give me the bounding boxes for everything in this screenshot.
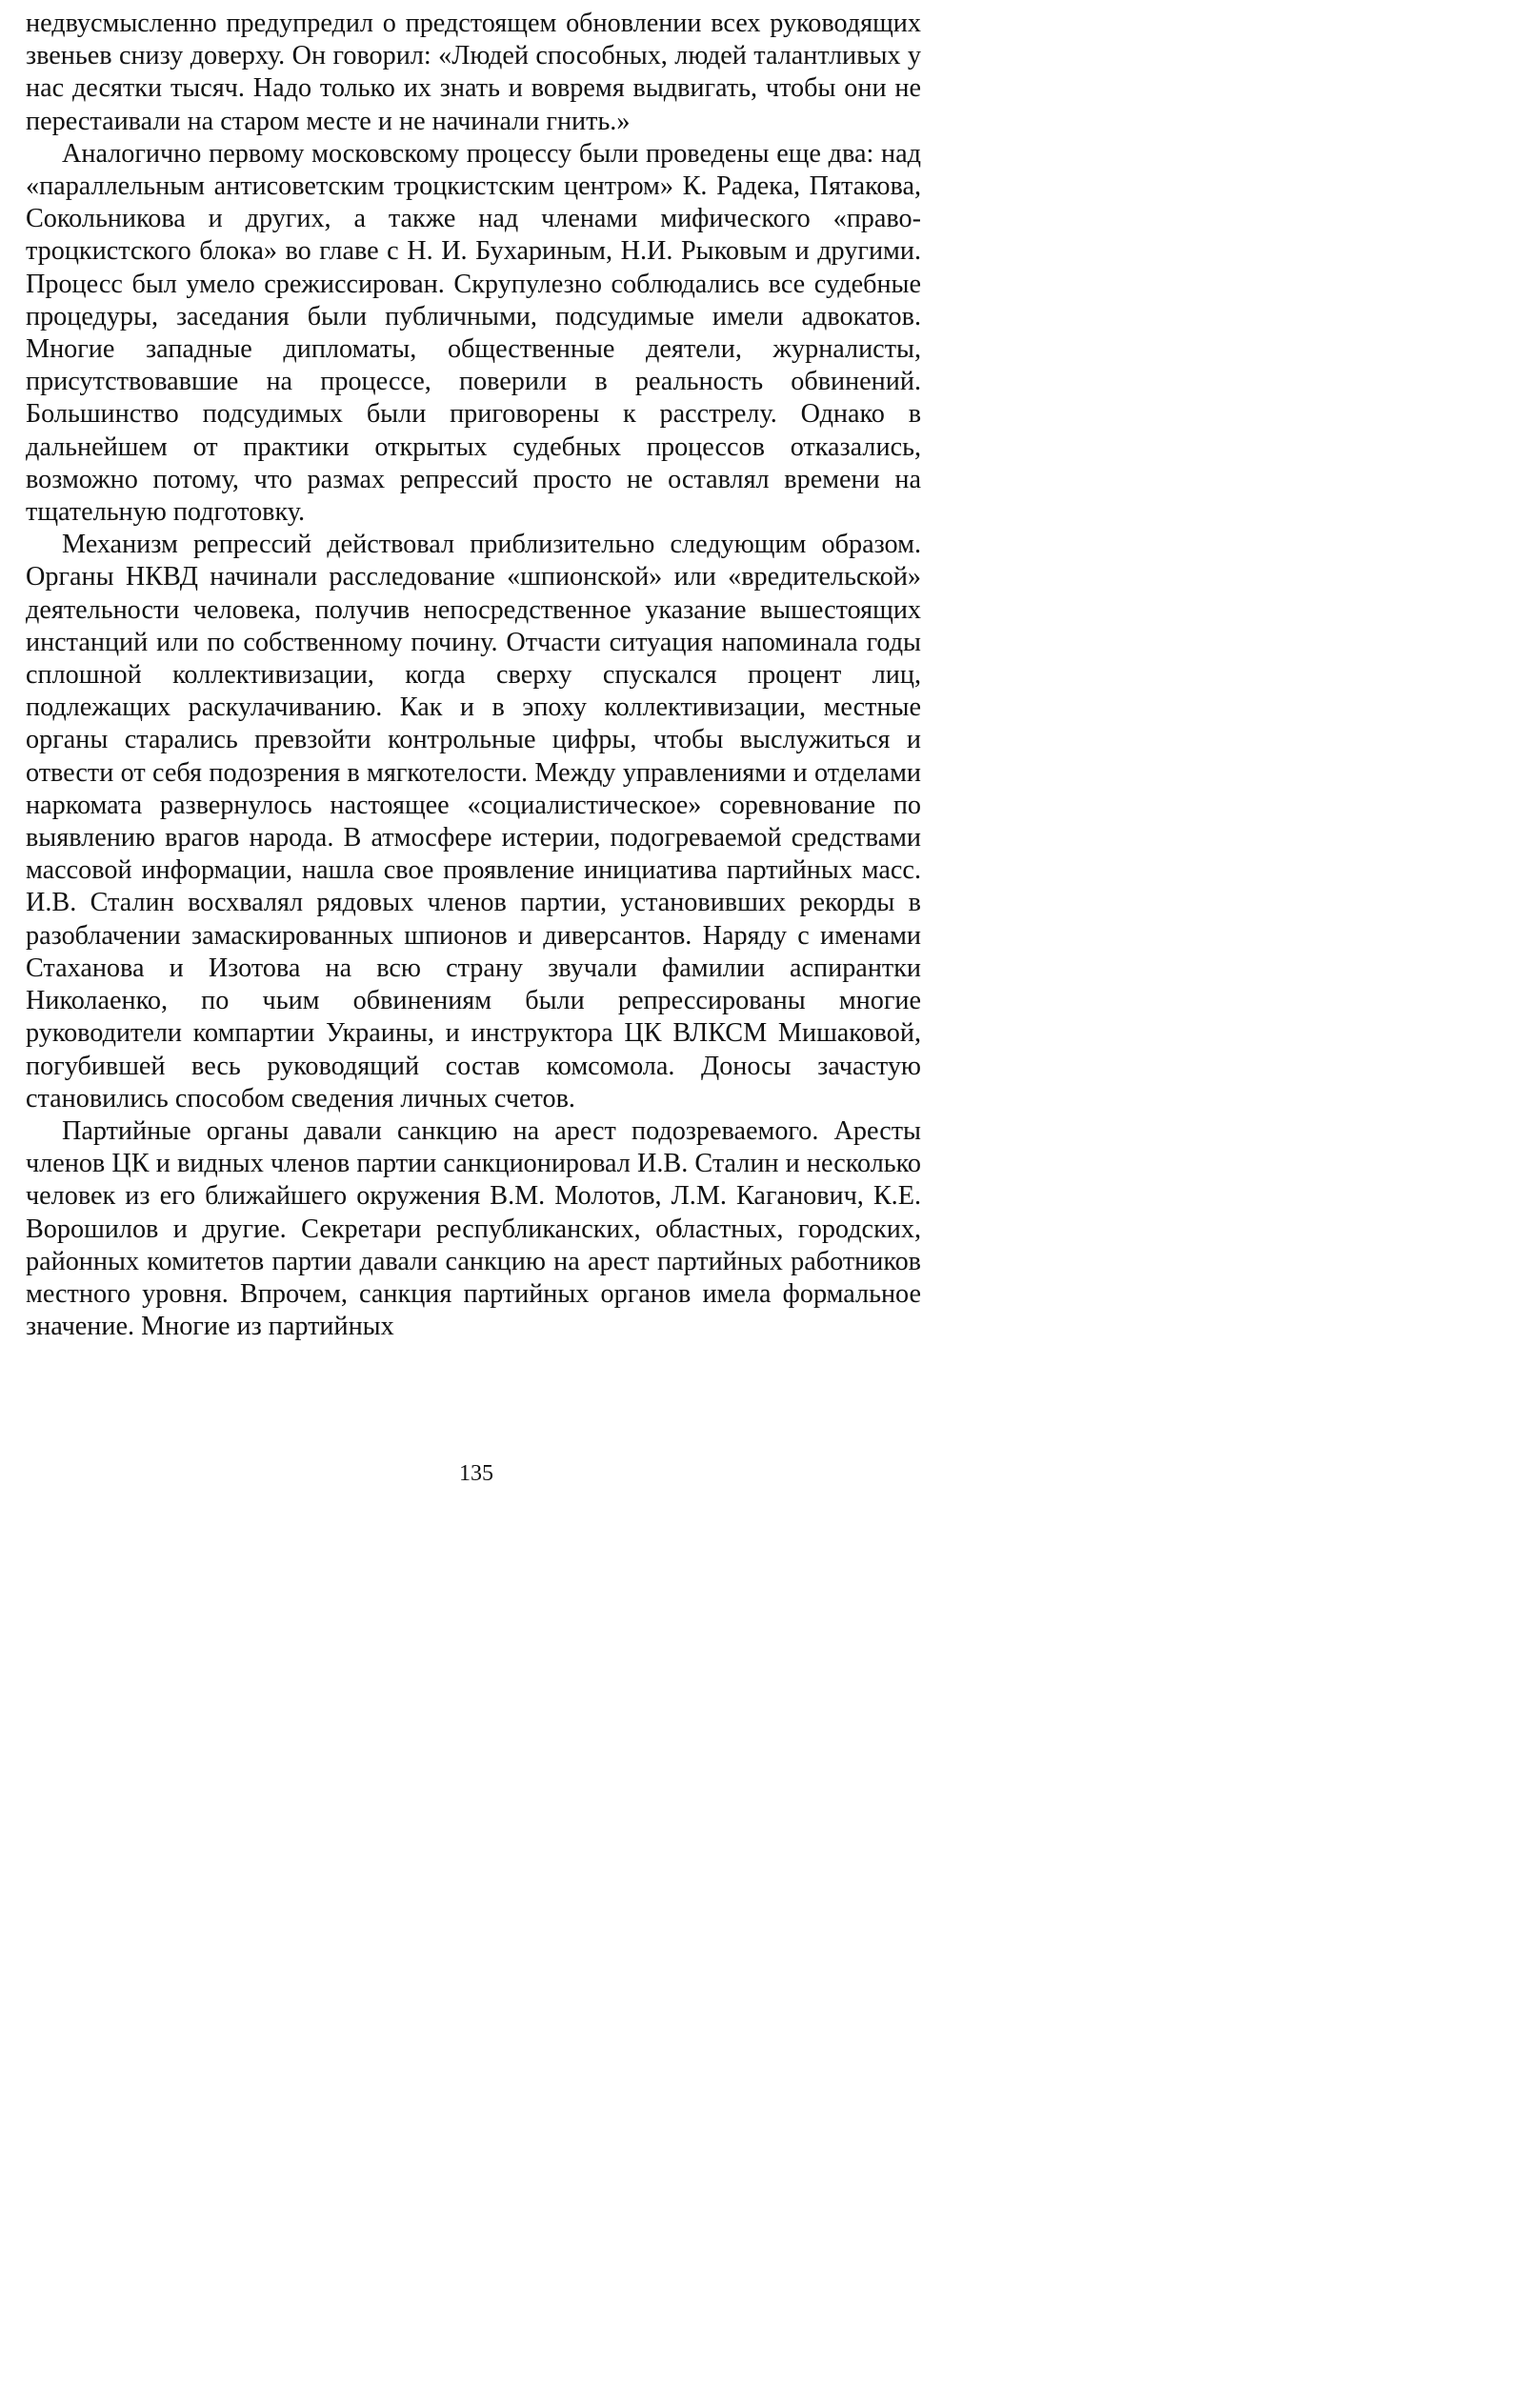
paragraph-repression-mechanism: Механизм репрессий действовал приблизительно следующим образом. Органы НКВД начинали расследование «шпионской» или «вредительской» деятельности человека, получив непосредственное указание вышестоящих инстанций или по собственному почину. Отчасти ситуация напоминала годы сплошной коллективизации, когда сверху спускался процент лиц, подлежащих раскулачиванию. Как и в эпоху коллективизации, местные органы старались превзойти контрольные цифры, чтобы выслужиться и отвести от себя подозрения в мягкотелости. Между управлениями и отделами наркомата развернулось настоящее «социалистическое» соревнование по выявлению врагов народа. В атмосфере истерии, подогреваемой средствами массовой информации, нашла свое проявление инициатива партийных масс. И.В. Сталин восхвалял рядовых членов партии, установивших рекорды в разоблачении замаскированных шпионов и диверсантов. Наряду с именами Стаханова и Изотова на всю страну звучали фамилии аспирантки Николаенко, по чьим обвинениям были репрессированы многие руководители компартии Украины, и инструктора ЦК ВЛКСМ Мишаковой, погубившей весь руководящий состав комсомола. Доносы зачастую становились способом сведения личных счетов. [26,530,921,1114]
paragraph-party-sanction: Партийные органы давали санкцию на арест подозреваемого. Аресты членов ЦК и видных членов партии санкционировал И.В. Сталин и несколько человек из его ближайшего окружения В.М. Молотов, Л.М. Каганович, К.Е. Ворошилов и другие. Секретари республиканских, областных, городских, районных комитетов партии давали санкцию на арест партийных работников местного уровня. Впрочем, санкция партийных органов имела формальное значение. Многие из партийных [26,1115,921,1342]
page-body [26,8,921,1343]
paragraph-moscow-trials: Аналогично первому московскому процессу были проведены еще два: над «параллельным антисоветским троцкистским центром» К. Радека, Пятакова, Сокольникова и других, а также над членами мифического «право-троцкистского блока» во главе с Н. И. Бухариным, Н.И. Рыковым и другими. Процесс был умело срежиссирован. Скрупулезно соблюдались все судебные процедуры, заседания были публичными, подсудимые имели адвокатов. Многие западные дипломаты, общественные деятели, журналисты, присутствовавшие на процессе, поверили в реальность обвинений. Большинство подсудимых были приговорены к расстрелу. Однако в дальнейшем от практики открытых судебных процессов отказались, возможно потому, что размах репрессий просто не оставлял времени на тщательную подготовку. [26,138,921,528]
page-number: 135 [459,1461,493,1486]
paragraph-continuation: недвусмысленно предупредил о предстоящем обновлении всех руководящих звеньев снизу доверху. Он говорил: «Людей способных, людей талантливых у нас десятки тысяч. Надо только их знать и вовремя выдвигать, чтобы они не перестаивали на старом месте и не начинали гнить.» [26,9,921,136]
